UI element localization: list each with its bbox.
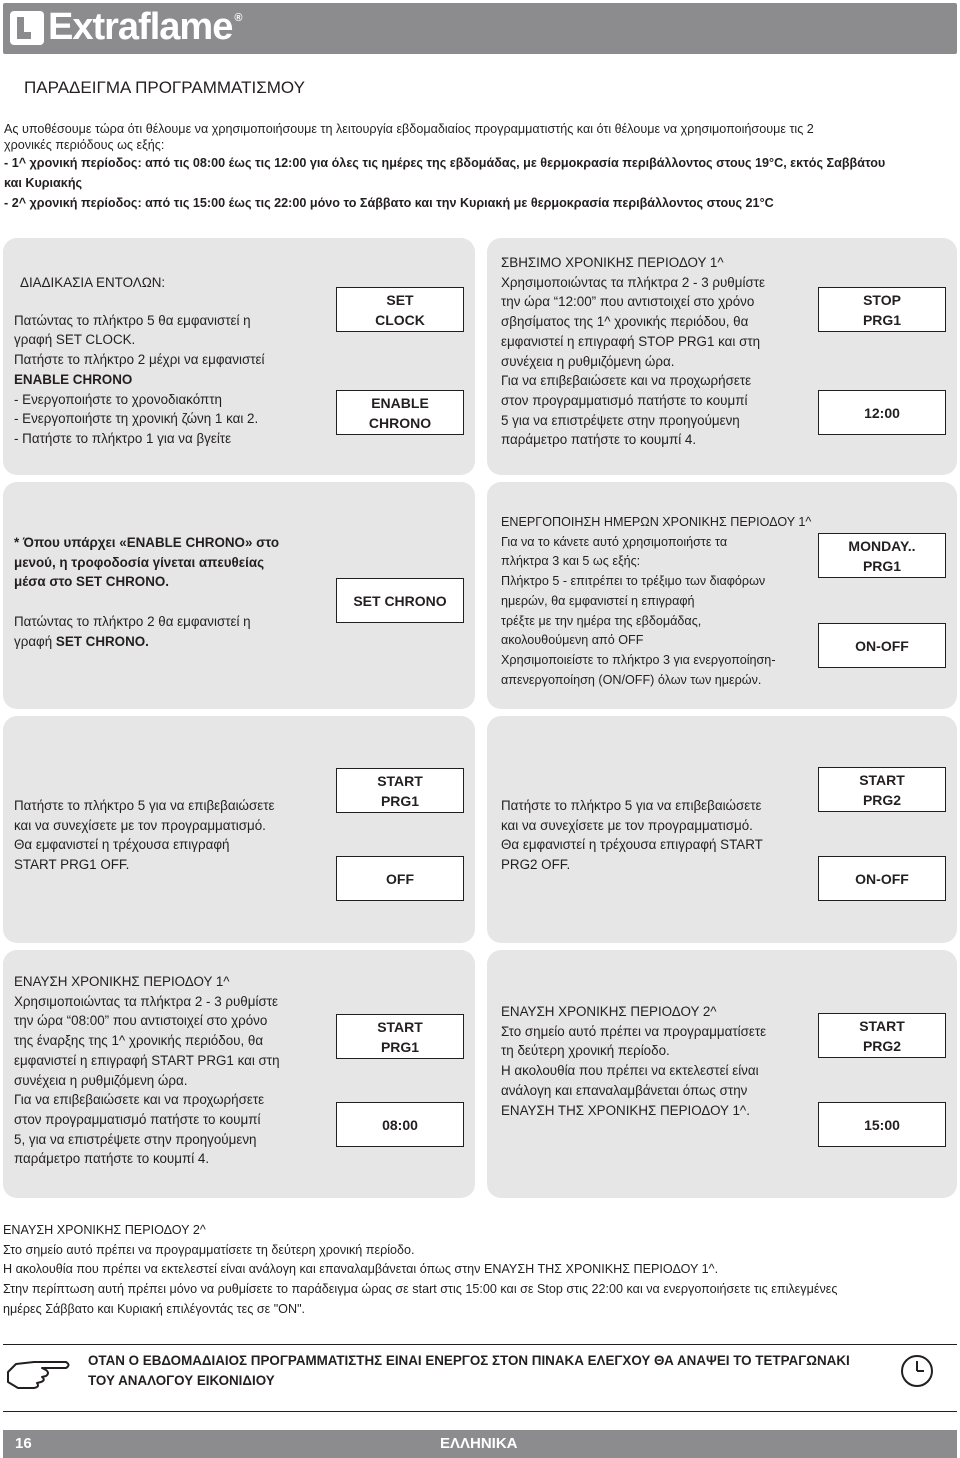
display-line: PRG1	[380, 792, 420, 809]
text-line: Στο σημείο αυτό πρέπει να προγραμματίσετε	[501, 1023, 767, 1039]
display-set-clock	[336, 287, 464, 332]
text-line: συνέχεια η ρυθμιζόμενη ώρα.	[501, 353, 675, 369]
text-line: Πατήστε το πλήκτρο 5 για να επιβεβαιώσετε	[14, 798, 275, 813]
page-footer	[3, 1430, 957, 1458]
text-line: μενού, η τροφοδοσία γίνεται απευθείας	[14, 554, 265, 570]
panel-procedure-text	[14, 273, 324, 449]
text-line: Για να επιβεβαιώσετε και να προχωρήσετε	[14, 1092, 265, 1108]
page-title: ΠΑΡΑΔΕΙΓΜΑ ΠΡΟΓΡΑΜΜΑΤΙΣΜΟΥ	[24, 78, 305, 97]
display-line: 15:00	[864, 1116, 900, 1133]
text-line: παράμετρο πατήστε το κουμπί 4.	[501, 432, 697, 448]
display-line: START	[377, 1018, 423, 1035]
footer-language: ΕΛΛΗΝΙΚΑ	[440, 1435, 518, 1452]
text-line: ENABLE CHRONO	[14, 371, 133, 387]
text-line: σβησίματος της 1^ χρονικής περιόδου, θα	[501, 314, 749, 330]
display-line: START	[859, 1017, 905, 1034]
text-line: παράμετρο πατήστε το κουμπί 4.	[14, 1151, 210, 1167]
display-monday-prg1	[818, 533, 946, 578]
text-line: Πατώντας το πλήκτρο 5 θα εμφανιστεί η	[14, 312, 251, 328]
text-line: Θα εμφανιστεί η τρέχουσα επιγραφή	[14, 837, 230, 853]
display-line: MONDAY..	[848, 537, 916, 554]
intro-line: Ας υποθέσουμε τώρα ότι θέλουμε να χρησιμοποιήσουμε τη λειτουργία εβδομαδιαίος προγραμματιστής και ότι θέλουμε να χρησιμοποιήσουμε τις 2	[4, 122, 814, 136]
text-line: 5 για να επιστρέψετε στην προηγούμενη	[501, 412, 740, 428]
display-line: CLOCK	[375, 311, 425, 328]
display-enable-chrono	[336, 390, 464, 435]
text-line: εμφανιστεί η επιγραφή STOP PRG1 και στη	[501, 333, 761, 349]
panel-start-prg2-text	[501, 796, 816, 875]
display-start-prg1-period	[336, 1014, 464, 1059]
intro-line: και Κυριακής	[4, 176, 83, 190]
text-line: ΕΝΑΥΣΗ ΤΗΣ ΧΡΟΝΙΚΗΣ ΠΕΡΙΟΔΟΥ 1^.	[501, 1102, 750, 1118]
brand-logo	[10, 6, 241, 49]
display-line: SET CHRONO	[353, 592, 447, 609]
display-start-prg2-period	[818, 1013, 946, 1058]
text-line: * Όπου υπάρχει «ENABLE CHRONO» στο	[14, 535, 280, 550]
display-time-08	[336, 1102, 464, 1147]
procedure-heading: ΔΙΑΔΙΚΑΣΙΑ ΕΝΤΟΛΩΝ:	[20, 275, 166, 290]
text-line: ακολουθούμενη από OFF	[501, 633, 644, 648]
intro-line: - 2^ χρονική περίοδος: από τις 15:00 έως τις 22:00 μόνο το Σάββατο και την Κυριακή με θερμοκρασία περιβάλλοντος στους 21°C	[4, 196, 774, 210]
text-line: ΕΝΑΥΣΗ ΧΡΟΝΙΚΗΣ ΠΕΡΙΟΔΟΥ 2^	[3, 1223, 206, 1237]
clock-icon	[900, 1354, 934, 1393]
panel-start-period-2-text	[501, 1002, 816, 1120]
brand-name: Extraflame	[48, 6, 233, 48]
text-line: Θα εμφανιστεί η τρέχουσα επιγραφή START	[501, 837, 763, 853]
display-stop-prg1	[818, 287, 946, 332]
display-start-prg2	[818, 767, 946, 812]
panel-start-period-1-text	[14, 972, 329, 1169]
panel-stop-period-1-text	[501, 253, 816, 450]
note-text	[88, 1351, 878, 1391]
note-line: ΤΟΥ ΑΝΑΛΟΓΟΥ ΕΙΚΟΝΙΔΙΟΥ	[88, 1373, 275, 1388]
display-line: ON-OFF	[855, 637, 909, 654]
text-line: ΕΝΕΡΓΟΠΟΙΗΣΗ ΗΜΕΡΩΝ ΧΡΟΝΙΚΗΣ ΠΕΡΙΟΔΟΥ 1^	[501, 515, 812, 529]
text-line: της έναρξης της 1^ χρονικής περιόδου, θα	[14, 1033, 264, 1049]
text-line: Πατήστε το πλήκτρο 5 για να επιβεβαιώσετε	[501, 798, 762, 813]
text-line: Για να επιβεβαιώσετε και να προχωρήσετε	[501, 373, 752, 389]
display-line: 08:00	[382, 1116, 418, 1133]
text-line: ΣΒΗΣΙΜΟ ΧΡΟΝΙΚΗΣ ΠΕΡΙΟΔΟΥ 1^	[501, 255, 724, 270]
text-line: στον προγραμματισμό πατήστε το κουμπί	[14, 1111, 261, 1127]
text-line: Στην περίπτωση αυτή πρέπει μόνο να ρυθμίσετε το παράδειγμα ώρας σε start στις 15:00 και σε Stop στις 22:00 και να ενεργοποιήσετε τις επιλεγμένες	[3, 1282, 838, 1297]
text-line: Στο σημείο αυτό πρέπει να προγραμματίσετε τη δεύτερη χρονική περίοδο.	[3, 1242, 415, 1257]
display-time-12	[818, 390, 946, 435]
text-line: Η ακολουθία που πρέπει να εκτελεστεί είναι ανάλογη και επαναλαμβάνεται όπως στην ΕΝΑΥΣΗ ΤΗΣ ΧΡΟΝΙΚΗΣ ΠΕΡΙΟΔΟΥ 1^.	[3, 1262, 719, 1277]
text-line: ημερών, θα εμφανιστεί η επιγραφή	[501, 593, 695, 608]
text-line: τη δεύτερη χρονική περίοδο.	[501, 1043, 670, 1059]
display-line: SET	[386, 291, 414, 308]
text-line: και να συνεχίσετε με τον προγραμματισμό.	[14, 817, 266, 833]
text-line: πλήκτρα 3 και 5 ως εξής:	[501, 554, 641, 569]
display-line: PRG1	[862, 557, 902, 574]
display-start-prg1	[336, 768, 464, 813]
display-line: START	[859, 771, 905, 788]
display-line: ENABLE	[371, 394, 429, 411]
text-line	[14, 632, 324, 652]
page-number: 16	[15, 1435, 32, 1452]
text-line: Χρησιμοποιώντας τα πλήκτρα 2 - 3 ρυθμίστε	[501, 274, 765, 290]
text-line: εμφανιστεί η επιγραφή START PRG1 και στη	[14, 1052, 280, 1068]
display-line: STOP	[863, 291, 901, 308]
display-line: START	[377, 772, 423, 789]
text-line: - Ενεργοποιήστε το χρονοδιακόπτη	[14, 391, 222, 407]
display-line: PRG1	[380, 1038, 420, 1055]
text-line: απενεργοποίηση (ON/OFF) όλων των ημερών.	[501, 672, 762, 687]
brand-registered-mark: ®	[234, 12, 242, 24]
text-line: την ώρα “08:00” που αντιστοιχεί στο χρόνο	[14, 1013, 268, 1029]
text-line: - Ενεργοποιήστε τη χρονική ζώνη 1 και 2.	[14, 411, 259, 427]
text-line: - Πατήστε το πλήκτρο 1 για να βγείτε	[14, 430, 232, 446]
pointing-hand-icon	[6, 1352, 72, 1397]
text-line: στον προγραμματισμό πατήστε το κουμπί	[501, 392, 748, 408]
note-line: ΟΤΑΝ Ο ΕΒΔΟΜΑΔΙΑΙΟΣ ΠΡΟΓΡΑΜΜΑΤΙΣΤΗΣ ΕΙΝΑΙ ΕΝΕΡΓΟΣ ΣΤΟΝ ΠΙΝΑΚΑ ΕΛΕΓΧΟΥ ΘΑ ΑΝΑΨΕΙ ΤΟ ΤΕΤΡΑΓΩΝΑΚΙ	[88, 1353, 850, 1368]
text-line: Η ακολουθία που πρέπει να εκτελεστεί είναι	[501, 1063, 759, 1079]
display-line: PRG1	[862, 311, 902, 328]
text-line: την ώρα “12:00” που αντιστοιχεί στο χρόνο	[501, 294, 755, 310]
display-on-off-prg2	[818, 856, 946, 901]
text-line: 5, για να επιστρέψετε στην προηγούμενη	[14, 1131, 257, 1147]
display-on-off	[818, 623, 946, 668]
display-time-15	[818, 1102, 946, 1147]
intro-text	[4, 121, 959, 213]
intro-line: - 1^ χρονική περίοδος: από τις 08:00 έως τις 12:00 για όλες τις ημέρες της εβδομάδας, με θερμοκρασία περιβάλλοντος στους 19°C, εκτός Σαββάτου	[4, 156, 886, 170]
text-line: συνέχεια η ρυθμιζόμενη ώρα.	[14, 1072, 188, 1088]
intro-line: χρονικές περιόδους ως εξής:	[4, 138, 165, 152]
text-line: και να συνεχίσετε με τον προγραμματισμό.	[501, 817, 753, 833]
display-line: PRG2	[862, 791, 902, 808]
text-line: γραφή SET CLOCK.	[14, 332, 136, 348]
text-line: ΕΝΑΥΣΗ ΧΡΟΝΙΚΗΣ ΠΕΡΙΟΔΟΥ 2^	[501, 1004, 717, 1019]
text-line: Πατώντας το πλήκτρο 2 θα εμφανιστεί η	[14, 613, 251, 629]
text-line: μέσα στο SET CHRONO.	[14, 574, 170, 590]
bottom-text	[3, 1221, 958, 1320]
panel-enable-days-text	[501, 513, 816, 690]
brand-logo-icon	[10, 11, 44, 45]
text-fragment: SET CHRONO.	[55, 633, 149, 649]
text-line: Για να το κάνετε αυτό χρησιμοποιήστε τα	[501, 534, 728, 549]
display-line: PRG2	[862, 1037, 902, 1054]
display-line: 12:00	[864, 404, 900, 421]
display-line: OFF	[386, 870, 414, 887]
display-line: CHRONO	[368, 414, 432, 431]
text-line: ανάλογη και επαναλαμβάνεται όπως στην	[501, 1082, 748, 1098]
panel-set-chrono-text	[14, 533, 324, 651]
text-line: Χρησιμοποιώντας τα πλήκτρα 2 - 3 ρυθμίστε	[14, 993, 278, 1009]
text-line: Πλήκτρο 5 - επιτρέπει το τρέξιμο των διαφόρων	[501, 574, 766, 589]
display-off	[336, 856, 464, 901]
text-fragment: γραφή	[14, 633, 56, 649]
display-line: ON-OFF	[855, 870, 909, 887]
text-line: ημέρες Σάββατο και Κυριακή επιλέγοντάς τες σε "ON".	[3, 1301, 306, 1316]
display-set-chrono	[336, 578, 464, 623]
panel-start-prg1-text	[14, 796, 324, 875]
text-line: START PRG1 OFF.	[14, 857, 130, 873]
text-line: τρέξτε με την ημέρα της εβδομάδας,	[501, 613, 702, 628]
text-line: PRG2 OFF.	[501, 857, 571, 873]
text-line: ΕΝΑΥΣΗ ΧΡΟΝΙΚΗΣ ΠΕΡΙΟΔΟΥ 1^	[14, 974, 230, 989]
text-line: Χρησιμοποιείστε το πλήκτρο 3 για ενεργοποίηση-	[501, 652, 776, 667]
text-line: Πατήστε το πλήκτρο 2 μέχρι να εμφανιστεί	[14, 352, 265, 368]
